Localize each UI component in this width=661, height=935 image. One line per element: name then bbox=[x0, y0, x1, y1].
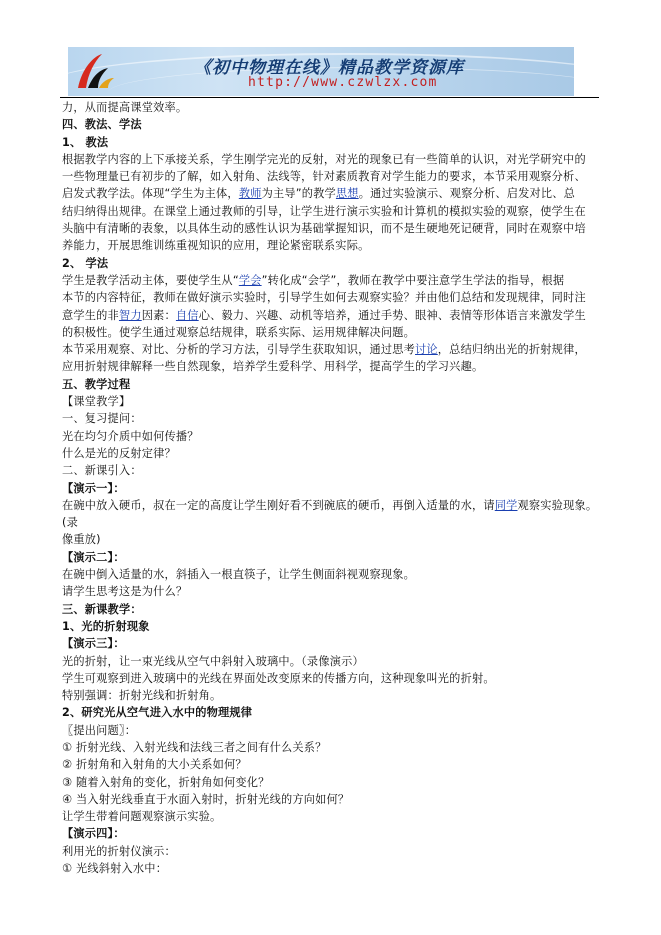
text-line bbox=[62, 341, 602, 358]
text-line: 一、复习提问： bbox=[62, 412, 142, 426]
text-line: 头脑中有清晰的表象，以具体生动的感性认识为基础掌握知识，而不是生硬地死记硬背，同时在观察中培 bbox=[62, 222, 586, 236]
header-divider bbox=[60, 97, 599, 98]
text-line: 的积极性。使学生通过观察总结规律，联系实际、运用规律解决问题。 bbox=[62, 325, 416, 339]
document-body bbox=[62, 99, 602, 877]
text-line: 本节的内容特征，教师在做好演示实验时，引导学生如何去观察实验？并由他们总结和发现规律，同时注 bbox=[62, 291, 586, 305]
demo-heading: 【演示三】： bbox=[62, 637, 125, 651]
link-learn[interactable]: 学会 bbox=[238, 273, 262, 287]
text-line: 根据教学内容的上下承接关系，学生刚学完光的反射，对光的现象已有一些简单的认识，对光学研究中的 bbox=[62, 152, 586, 166]
demo-heading: 【演示一】： bbox=[62, 481, 125, 495]
text-line bbox=[62, 497, 602, 532]
text-span: 启发式教学法。体现“学生为主体， bbox=[62, 187, 239, 201]
text-span: 本节采用观察、对比、分析的学习方法，引导学生获取知识，通过思考 bbox=[62, 343, 416, 357]
text-span: ”转化成“会学”，教师在教学中要注意学生学法的指导，根据 bbox=[261, 273, 565, 287]
text-line bbox=[62, 185, 602, 202]
link-intelligence[interactable]: 智力 bbox=[118, 308, 142, 322]
text-span: 意学生的非 bbox=[62, 308, 119, 322]
site-logo-icon bbox=[72, 50, 116, 94]
text-span: 心、毅力、兴趣、动机等培养，通过手势、眼神、表情等形体语言来激发学生 bbox=[198, 308, 586, 322]
text-line: 利用光的折射仪演示： bbox=[62, 844, 176, 858]
text-line: 〖提出问题〗： bbox=[62, 723, 137, 737]
demo-heading: 【演示二】： bbox=[62, 550, 125, 564]
text-line: 请学生思考这是为什么？ bbox=[62, 585, 188, 599]
text-line: 让学生带着问题观察演示实验。 bbox=[62, 810, 222, 824]
subsection-heading: 1、 教法 bbox=[62, 135, 109, 149]
section-heading: 五、教学过程 bbox=[62, 377, 131, 391]
text-span: 在碗中放入硬币，叔在一定的高度让学生刚好看不到碗底的硬币，再倒入适量的水，请 bbox=[62, 498, 495, 512]
text-line: 力，从而提高课堂效率。 bbox=[62, 101, 188, 114]
link-classmate[interactable]: 同学 bbox=[494, 498, 518, 512]
text-span: 观察实验现象。(录 bbox=[62, 498, 598, 530]
text-line: 光在均匀介质中如何传播？ bbox=[62, 429, 199, 443]
text-span: 。通过实验演示、观察分析、启发对比、总 bbox=[358, 187, 576, 201]
list-item: ④ 当入射光线垂直于水面入射时，折射光线的方向如何？ bbox=[62, 792, 350, 806]
subsection-heading: 2、研究光从空气进入水中的物理规律 bbox=[62, 706, 253, 720]
demo-heading: 【演示四】： bbox=[62, 827, 125, 841]
list-item: ① 光线斜射入水中： bbox=[62, 862, 168, 876]
text-line: 像重放) bbox=[62, 533, 101, 547]
list-item: ② 折射角和入射角的大小关系如何？ bbox=[62, 758, 247, 772]
text-line: 学生可观察到进入玻璃中的光线在界面处改变原来的传播方向，这种现象叫光的折射。 bbox=[62, 671, 495, 685]
subsection-heading: 1、光的折射现象 bbox=[62, 619, 150, 633]
list-item: ① 折射光线、入射光线和法线三者之间有什么关系？ bbox=[62, 740, 327, 754]
section-heading: 四、教法、学法 bbox=[62, 118, 142, 132]
text-line: 二、新课引入： bbox=[62, 464, 142, 478]
link-discussion[interactable]: 讨论 bbox=[415, 343, 438, 357]
text-line: 一些物理量已有初步的了解，如入射角、法线等，针对素质教育对学生能力的要求，本节采用观察分析、 bbox=[62, 170, 586, 184]
text-span: ，总结归纳出光的折射规律， bbox=[437, 343, 586, 357]
text-line: 养能力，开展思维训练重视知识的应用，理论紧密联系实际。 bbox=[62, 239, 370, 253]
text-line bbox=[62, 272, 602, 289]
link-teacher[interactable]: 教师 bbox=[238, 187, 262, 201]
text-span: 因素： bbox=[141, 308, 176, 322]
text-line: 【课堂教学】 bbox=[62, 395, 131, 409]
text-line bbox=[62, 307, 602, 324]
text-span: 学生是教学活动主体，要使学生从“ bbox=[62, 273, 239, 287]
text-line: 特别强调：折射光线和折射角。 bbox=[62, 689, 222, 703]
link-thought[interactable]: 思想 bbox=[335, 187, 359, 201]
list-item: ③ 随着入射角的变化，折射角如何变化？ bbox=[62, 775, 270, 789]
subsection-heading: 2、 学法 bbox=[62, 256, 109, 270]
text-line: 应用折射规律解释一些自然现象，培养学生爱科学、用科学，提高学生的学习兴趣。 bbox=[62, 360, 484, 374]
text-span: 为主导”的教学 bbox=[261, 187, 336, 201]
text-line: 结归纳得出规律。在课堂上通过教师的引导，让学生进行演示实验和计算机的模拟实验的观察，使学生在 bbox=[62, 204, 586, 218]
text-line: 光的折射，让一束光线从空气中斜射入玻璃中。（录像演示） bbox=[62, 654, 364, 668]
banner-title: 《初中物理在线》精品教学资源库 bbox=[194, 58, 464, 78]
banner-url[interactable]: http://www.czwlzx.com bbox=[248, 75, 438, 90]
text-line: 在碗中倒入适量的水，斜插入一根直筷子，让学生侧面斜视观察现象。 bbox=[62, 568, 416, 582]
link-confidence[interactable]: 自信 bbox=[175, 308, 199, 322]
text-line: 什么是光的反射定律？ bbox=[62, 446, 176, 460]
section-heading: 三、新课教学： bbox=[62, 602, 142, 616]
header-banner bbox=[68, 47, 574, 96]
